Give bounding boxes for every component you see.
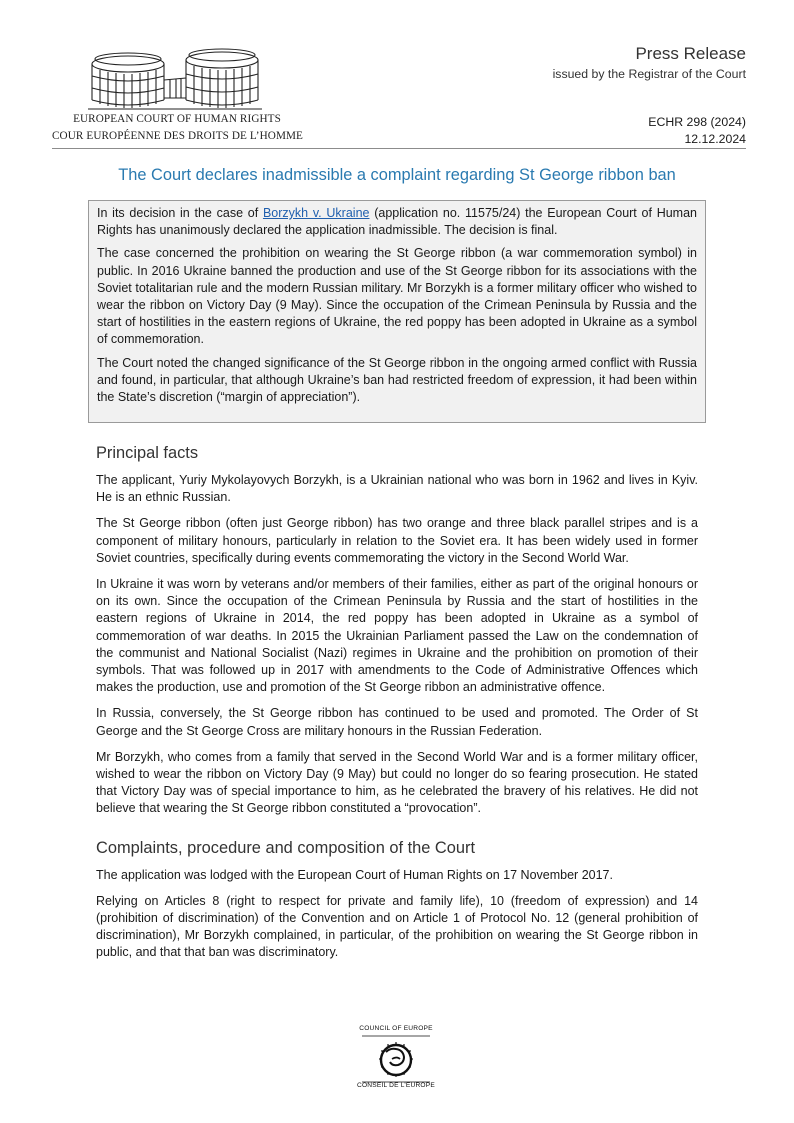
press-release-label: Press Release xyxy=(635,44,746,63)
court-building-logo xyxy=(86,48,264,112)
summary-text: In its decision in the case of xyxy=(97,206,263,220)
complaints-paragraph: The application was lodged with the European Court of Human Rights on 17 November 2017. xyxy=(96,867,613,882)
facts-paragraph: The applicant, Yuriy Mykolayovych Borzykh, is a Ukrainian national who was born in 1962 and lives in Kyiv. He is an ethnic Russian. xyxy=(96,473,698,505)
press-release-title: The Court declares inadmissible a complaint regarding St George ribbon ban xyxy=(118,166,676,184)
summary-box xyxy=(88,200,706,423)
issued-by-text: issued by the Registrar of the Court xyxy=(552,67,746,81)
council-of-europe-label: COUNCIL OF EUROPE xyxy=(359,1025,433,1032)
facts-paragraph: The St George ribbon (often just George ribbon) has two orange and three black parallel stripes and is a component of military honours, particularly in relation to the Soviet era. It has been widely used in former Soviet countries, specifically during events commemorating the victory in the Second World War. xyxy=(96,516,698,565)
court-name-fr: COUR EUROPÉENNE DES DROITS DE L’HOMME xyxy=(52,130,303,142)
press-release-date: 12.12.2024 xyxy=(684,132,746,146)
summary-paragraph-1 xyxy=(97,205,697,239)
summary-paragraph-2: The case concerned the prohibition on wearing the St George ribbon (a war commemoration symbol) in public. In 2016 Ukraine banned the production and use of the St George ribbon for its associations with the Soviet totalitarian rule and the modern Russian military. Mr Borzykh is a former military officer who wished to wear the ribbon on Victory Day (9 May). Since the occupation of the Crimean Peninsula by Russia and the start of hostilities in the eastern regions of Ukraine, the red poppy has been adopted in Ukraine as a symbol of commemoration. xyxy=(97,246,697,347)
conseil-de-l-europe-label: CONSEIL DE L’EUROPE xyxy=(357,1082,435,1089)
principal-facts-heading: Principal facts xyxy=(96,444,199,462)
complaints-paragraph: Relying on Articles 8 (right to respect for private and family life), 10 (freedom of expression) and 14 (prohibition of discrimination) of the Convention and on Article 1 of Protocol No. 12 (general prohibition of discrimination), Mr Borzykh complained, in particular, of the prohibition on wearing the St George ribbon in public, and that that ban was discriminatory. xyxy=(96,893,698,960)
main-content xyxy=(96,444,698,971)
facts-paragraph: In Russia, conversely, the St George ribbon has continued to be used and promoted. The Order of St George and the St George Cross are military honours in the Russian Federation. xyxy=(96,706,698,738)
court-name-en: EUROPEAN COURT OF HUMAN RIGHTS xyxy=(73,113,281,125)
facts-paragraph: Mr Borzykh, who comes from a family that served in the Second World War and is a former military officer, wished to wear the ribbon on Victory Day (9 May) but could no longer do so fearing prosecution. He stated that Victory Day was of special importance to him, as he celebrated the bravery of his relatives. He did not believe that wearing the St George ribbon constituted a “provocation”. xyxy=(96,749,698,816)
case-link[interactable]: Borzykh v. Ukraine xyxy=(262,206,370,220)
facts-paragraph: In Ukraine it was worn by veterans and/or members of their families, either as part of the original honours or on its own. Since the occupation of the Crimean Peninsula by Russia and the start of hostilities in the eastern regions of Ukraine in 2014, the red poppy has been adopted in Ukraine as a symbol of commemoration of war deaths. In 2015 the Ukrainian Parliament passed the Law on the condemnation of the communist and National Socialist (Nazi) regimes in Ukraine and the prohibition on promotion of their symbols. That was followed up in 2017 with amendments to the Code of Administrative Offences which makes the production, use and promotion of the St George ribbon an administrative offence. xyxy=(96,577,698,695)
complaints-heading: Complaints, procedure and composition of the Court xyxy=(96,838,476,857)
header-divider xyxy=(52,148,746,149)
summary-text: (application no. 11575/24) the European Court of Human Rights has unanimously declared the application inadmissible. The decision is final. xyxy=(97,206,697,238)
summary-paragraph-3: The Court noted the changed significance of the St George ribbon in the ongoing armed conflict with Russia and found, in particular, that although Ukraine’s ban had restricted freedom of expression, it had been within the State’s discretion (“margin of appreciation”). xyxy=(97,355,697,405)
press-release-reference: ECHR 298 (2024) xyxy=(648,115,746,129)
